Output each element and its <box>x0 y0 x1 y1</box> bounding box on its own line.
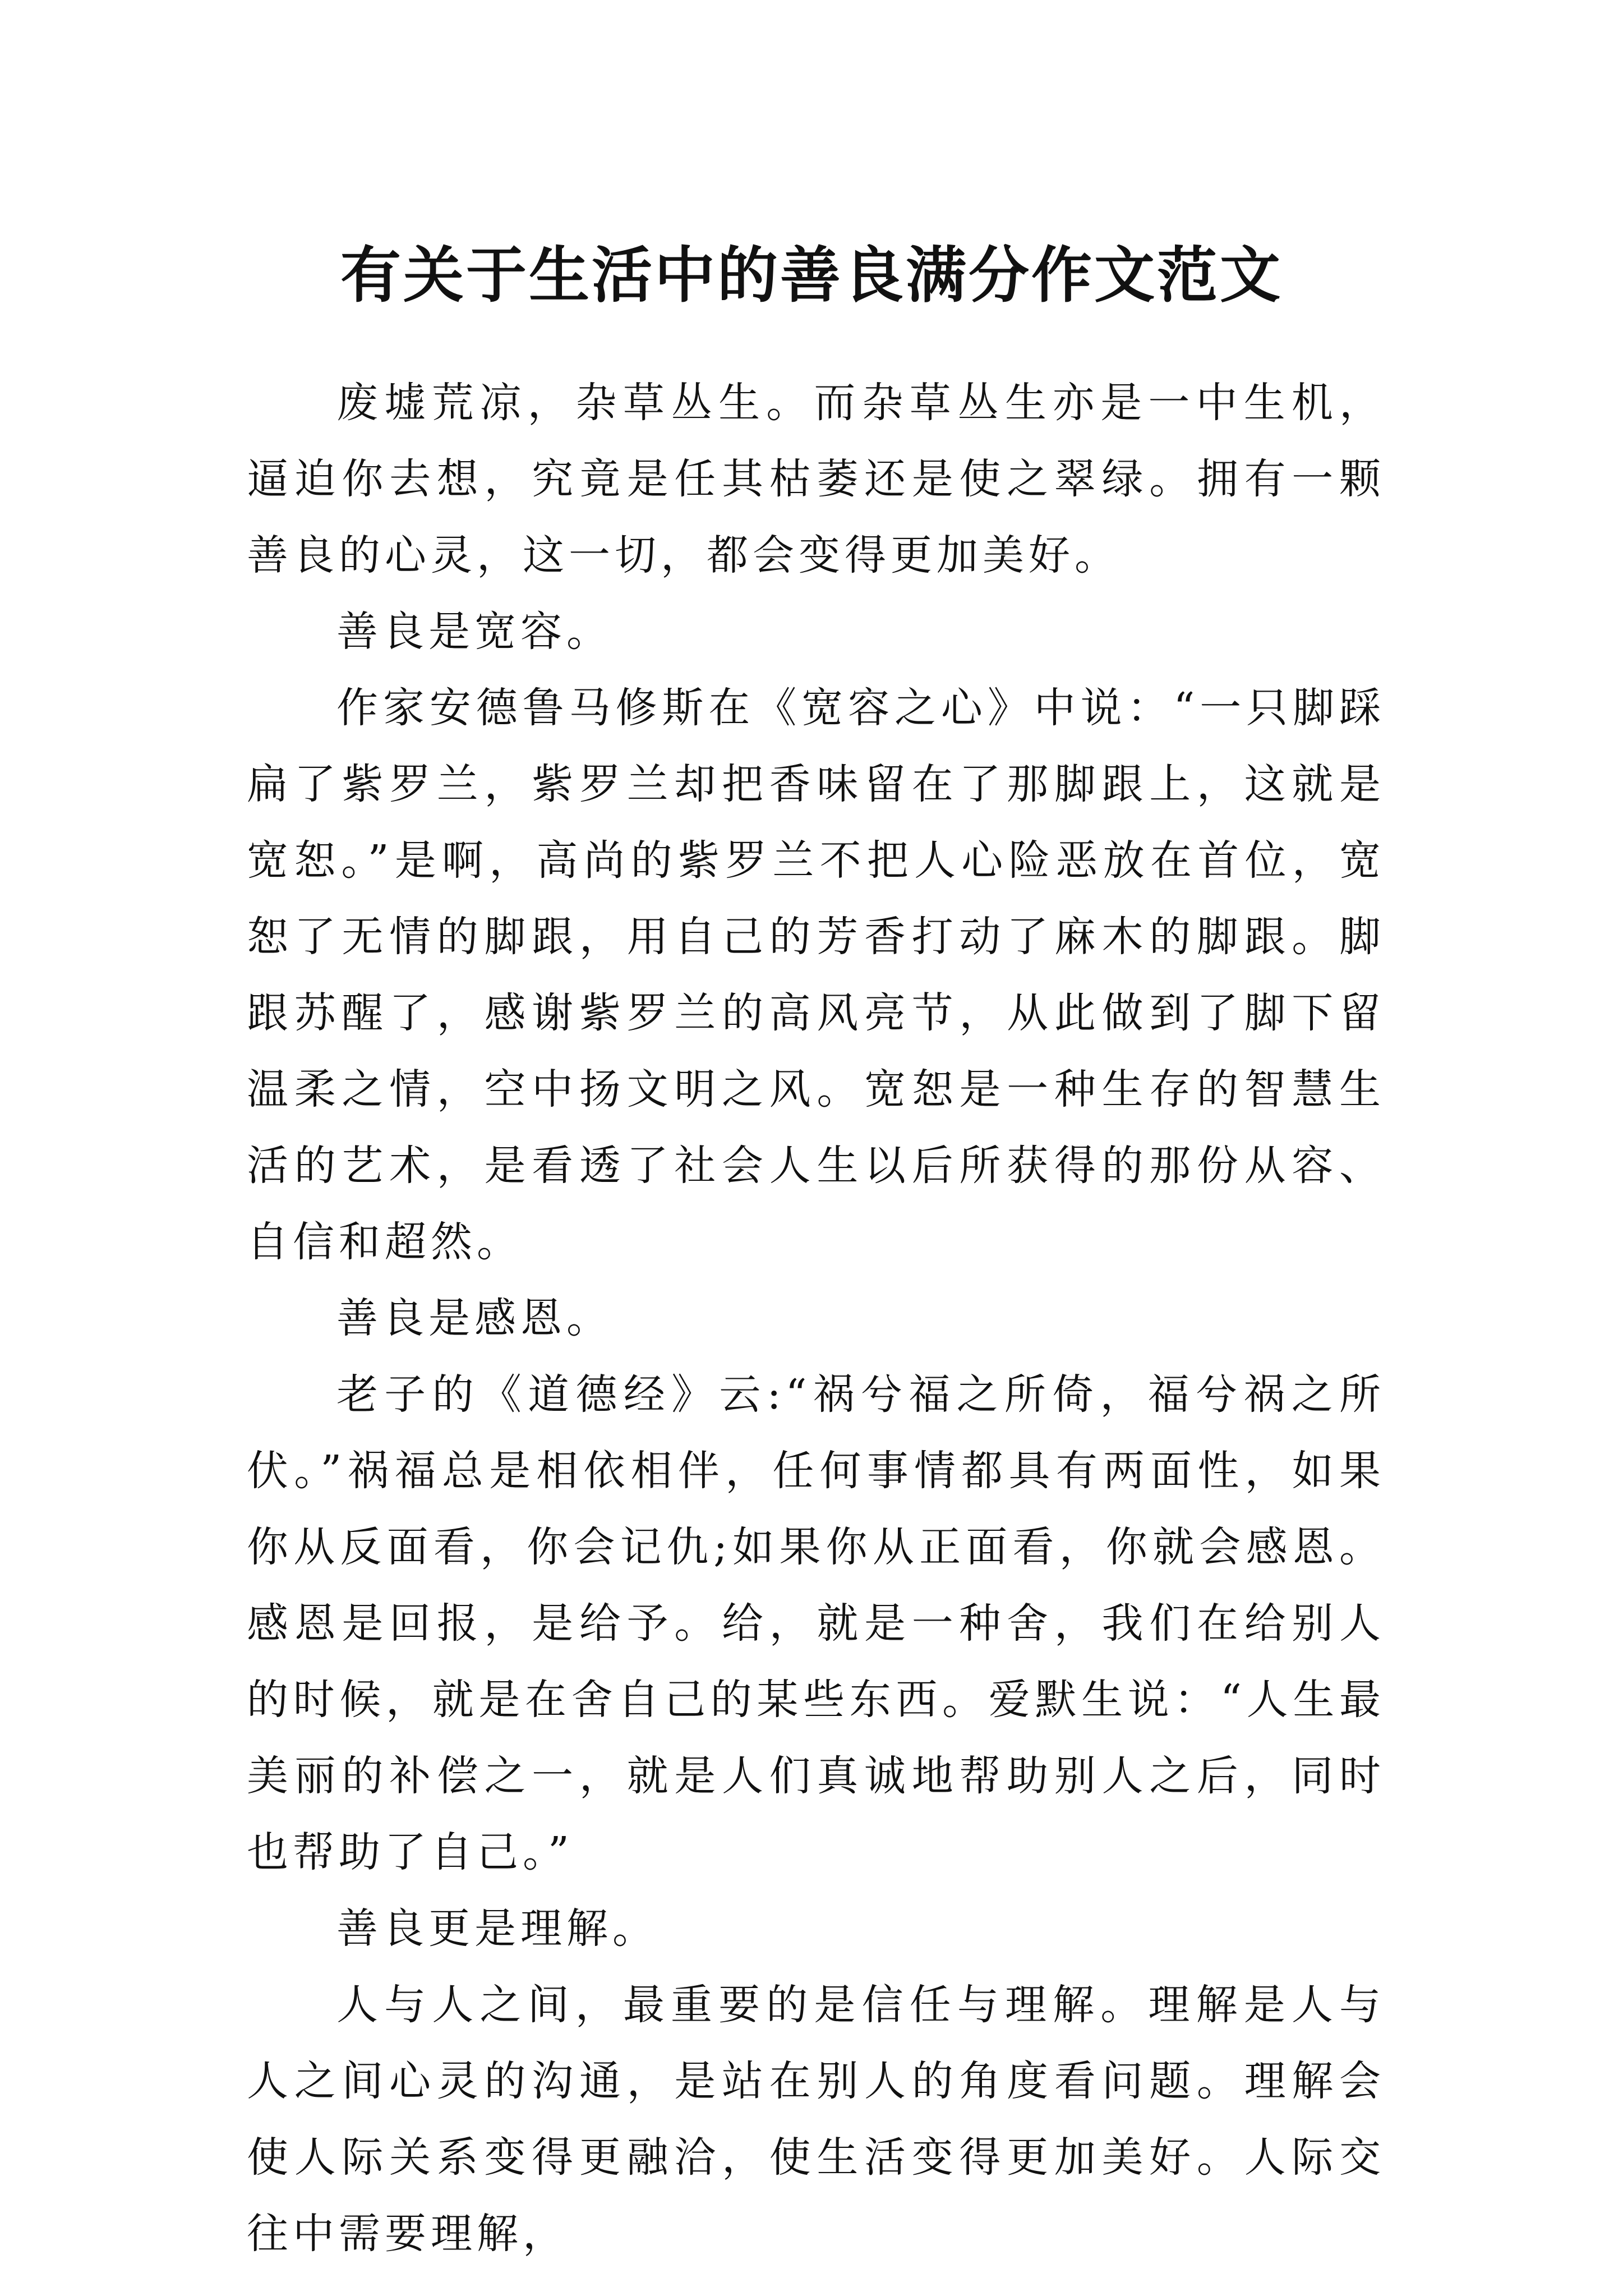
paragraph-gratitude: 老子的《道德经》云:“祸兮福之所倚，福兮祸之所伏。”祸福总是相依相伴，任何事情都具有两面性，如果你从反面看，你会记仇;如果你从正面看，你就会感恩。感恩是回报，是给予。给，就是一种舍，我们在给别人的时候，就是在舍自己的某些东西。爱默生说：“人生最美丽的补偿之一，就是人们真诚地帮助别人之后，同时也帮助了自己。” <box>247 1370 1385 1876</box>
paragraph-heading-tolerance: 善良是宽容。 <box>336 608 612 656</box>
paragraph-tolerance: 作家安德鲁马修斯在《宽容之心》中说：“一只脚踩扁了紫罗兰，紫罗兰却把香味留在了那脚跟上，这就是宽恕。”是啊，高尚的紫罗兰不把人心险恶放在首位，宽恕了无情的脚跟，用自己的芳香打动了麻木的脚跟。脚跟苏醒了，感谢紫罗兰的高风亮节，从此做到了脚下留温柔之情，空中扬文明之风。宽恕是一种生存的智慧生活的艺术，是看透了社会人生以后所获得的那份从容、自信和超然。 <box>247 684 1385 1266</box>
document-title: 有关于生活中的善良满分作文范文 <box>340 241 1283 311</box>
paragraph-heading-gratitude: 善良是感恩。 <box>336 1294 612 1342</box>
paragraph-intro: 废墟荒凉，杂草丛生。而杂草丛生亦是一中生机，逼迫你去想，究竟是任其枯萎还是使之翠绿。拥有一颗善良的心灵，这一切，都会变得更加美好。 <box>247 379 1385 579</box>
paragraph-understanding: 人与人之间，最重要的是信任与理解。理解是人与人之间心灵的沟通，是站在别人的角度看问题。理解会使人际关系变得更融洽，使生活变得更加美好。人际交往中需要理解， <box>247 1981 1385 2258</box>
paragraph-heading-understanding: 善良更是理解。 <box>336 1904 658 1953</box>
document-body <box>247 365 1385 2272</box>
